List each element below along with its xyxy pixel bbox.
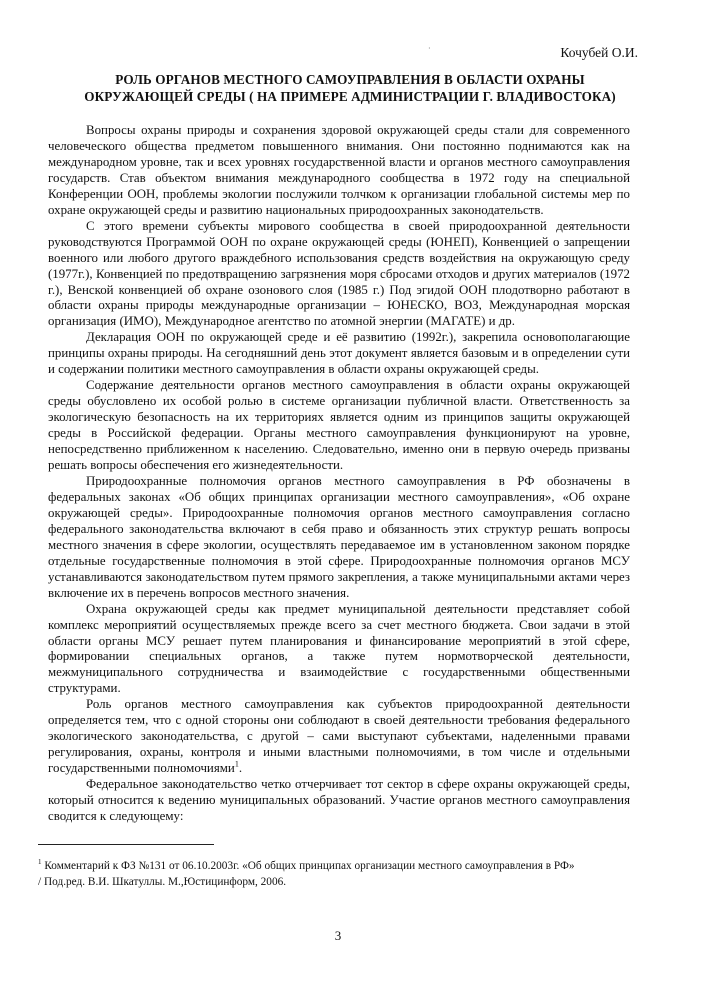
paragraph: Природоохранные полномочия органов местного самоуправления в РФ обозначены в федеральных законах «Об общих принципах организации местного самоуправления», «Об охране окружающей среды». Природоохранные полномочия органов местного самоуправления согласно федерального законодательства включают в себя право и обязанность этих структур решать вопросы местного значения в сфере экологии, осуществлять передаваемое им в установленном законом порядке отдельные государственные полномочия в этой сфере. Природоохранные полномочия органов МСУ устанавливаются законодательством путем прямого закрепления, а также муниципальными актами через включение их в перечень вопросов местного значения. (48, 473, 630, 600)
paragraph: Охрана окружающей среды как предмет муниципальной деятельности представляет собой комплекс мероприятий осуществляемых прежде всего за счет местного бюджета. Свои задачи в этой области органы МСУ решает путем планирования и финансирование мероприятий в этой сфере, формировании специальных органов, а также путем нормотворческой деятельности, межмуниципального сотрудничества и взаимодействие с государственными общественными структурами. (48, 601, 630, 696)
footnote-separator (38, 844, 214, 845)
document-title (60, 71, 640, 105)
paragraph: Вопросы охраны природы и сохранения здоровой окружающей среды стали для современного человеческого общества предметом повышенного внимания. Они постоянно поднимаются как на международном уровне, так и всех уровнях государственной власти и органов местного самоуправления государств. Став объектом внимания международного сообщества в 1972 году на специальной Конференции ООН, проблемы экологии послужили толчком к организации глобальной системы мер по охране окружающей среды и развитию национальных природоохранных законодательств. (48, 123, 630, 217)
title-line-1: РОЛЬ ОРГАНОВ МЕСТНОГО САМОУПРАВЛЕНИЯ В ОБЛАСТИ ОХРАНЫ (115, 72, 585, 87)
footnote (38, 858, 638, 890)
title-line-2: ОКРУЖАЮЩЕЙ СРЕДЫ ( НА ПРИМЕРЕ АДМИНИСТРАЦИИ Г. ВЛАДИВОСТОКА) (84, 89, 616, 104)
document-body (48, 123, 630, 825)
footnote-text: Комментарий к ФЗ №131 от 06.10.2003г. «Об общих принципах организации местного самоуправления в РФ» (41, 860, 575, 872)
page-number: 3 (334, 928, 342, 943)
paragraph: С этого времени субъекты мирового сообщества в своей природоохранной деятельности руководствуются Программой ООН по охране окружающей среды (ЮНЕП), Конвенцией о запрещении военного или любого другого враждебного использования средств воздействия на окружающую среду (1977г.), Конвенцией по предотвращению загрязнения моря сбросами отходов и других материалов (1972 г.), Венской конвенцией об охране озонового слоя (1985 г.) Под эгидой ООН плодотворно работают в области охраны природы международные организации – ЮНЕСКО, ВОЗ, Международная морская организация (ИМО), Международное агентство по атомной энергии (МАГАТЕ) и др. (48, 218, 630, 329)
footnote-reference: 1 (234, 759, 239, 769)
paragraph-text: Роль органов местного самоуправления как субъектов природоохранной деятельности определяется тем, что с одной стороны они соблюдают в своей деятельности требования федерального экологического законодательства, с другой – сами выступают субъектами, наделенными правами регулирования, охраны, контроля и иными властными полномочиями, в том числе и отдельными государственными полномочиями (48, 697, 630, 776)
footnote-marker: 1 (38, 858, 42, 867)
paragraph-with-footnote: Роль органов местного самоуправления как субъектов природоохранной деятельности определяется тем, что с одной стороны они соблюдают в своей деятельности требования федерального экологического законодательства, с другой – сами выступают субъектами, наделенными правами регулирования, охраны, контроля и иными властными полномочиями, в том числе и отдельными государственными полномочиями$^1$. (48, 697, 630, 776)
scan-speck: · (428, 44, 431, 53)
author-name: Кочубей О.И. (560, 45, 638, 60)
paragraph: Декларация ООН по окружающей среде и её развитию (1992г.), закрепила основополагающие принципы охраны природы. На сегодняшний день этот документ является базовым и в определении сути и содержании политики местного самоуправления в области охраны окружающей среды. (48, 330, 630, 377)
footnote-line-1 (38, 858, 638, 874)
footnote-line-2: / Под.ред. В.И. Шкатуллы. М.,Юстицинформ, 2006. (38, 876, 287, 888)
paragraph: Федеральное законодательство четко отчерчивает тот сектор в сфере охраны окружающей среды, который относится к ведению муниципальных образований. Участие органов местного самоуправления сводится к следующему: (48, 777, 630, 823)
paragraph: Содержание деятельности органов местного самоуправления в области охраны окружающей среды обусловлено их особой ролью в системе организации публичной власти. Ответственность за экологическую безопасность на их территориях является одним из принципов защиты окружающей среды в Российской федерации. Органы местного самоуправления функционируют на уровне, непосредственно приближенном к населению. Следовательно, именно они в первую очередь призваны решать вопросы обеспечения его жизнедеятельности. (48, 378, 630, 473)
